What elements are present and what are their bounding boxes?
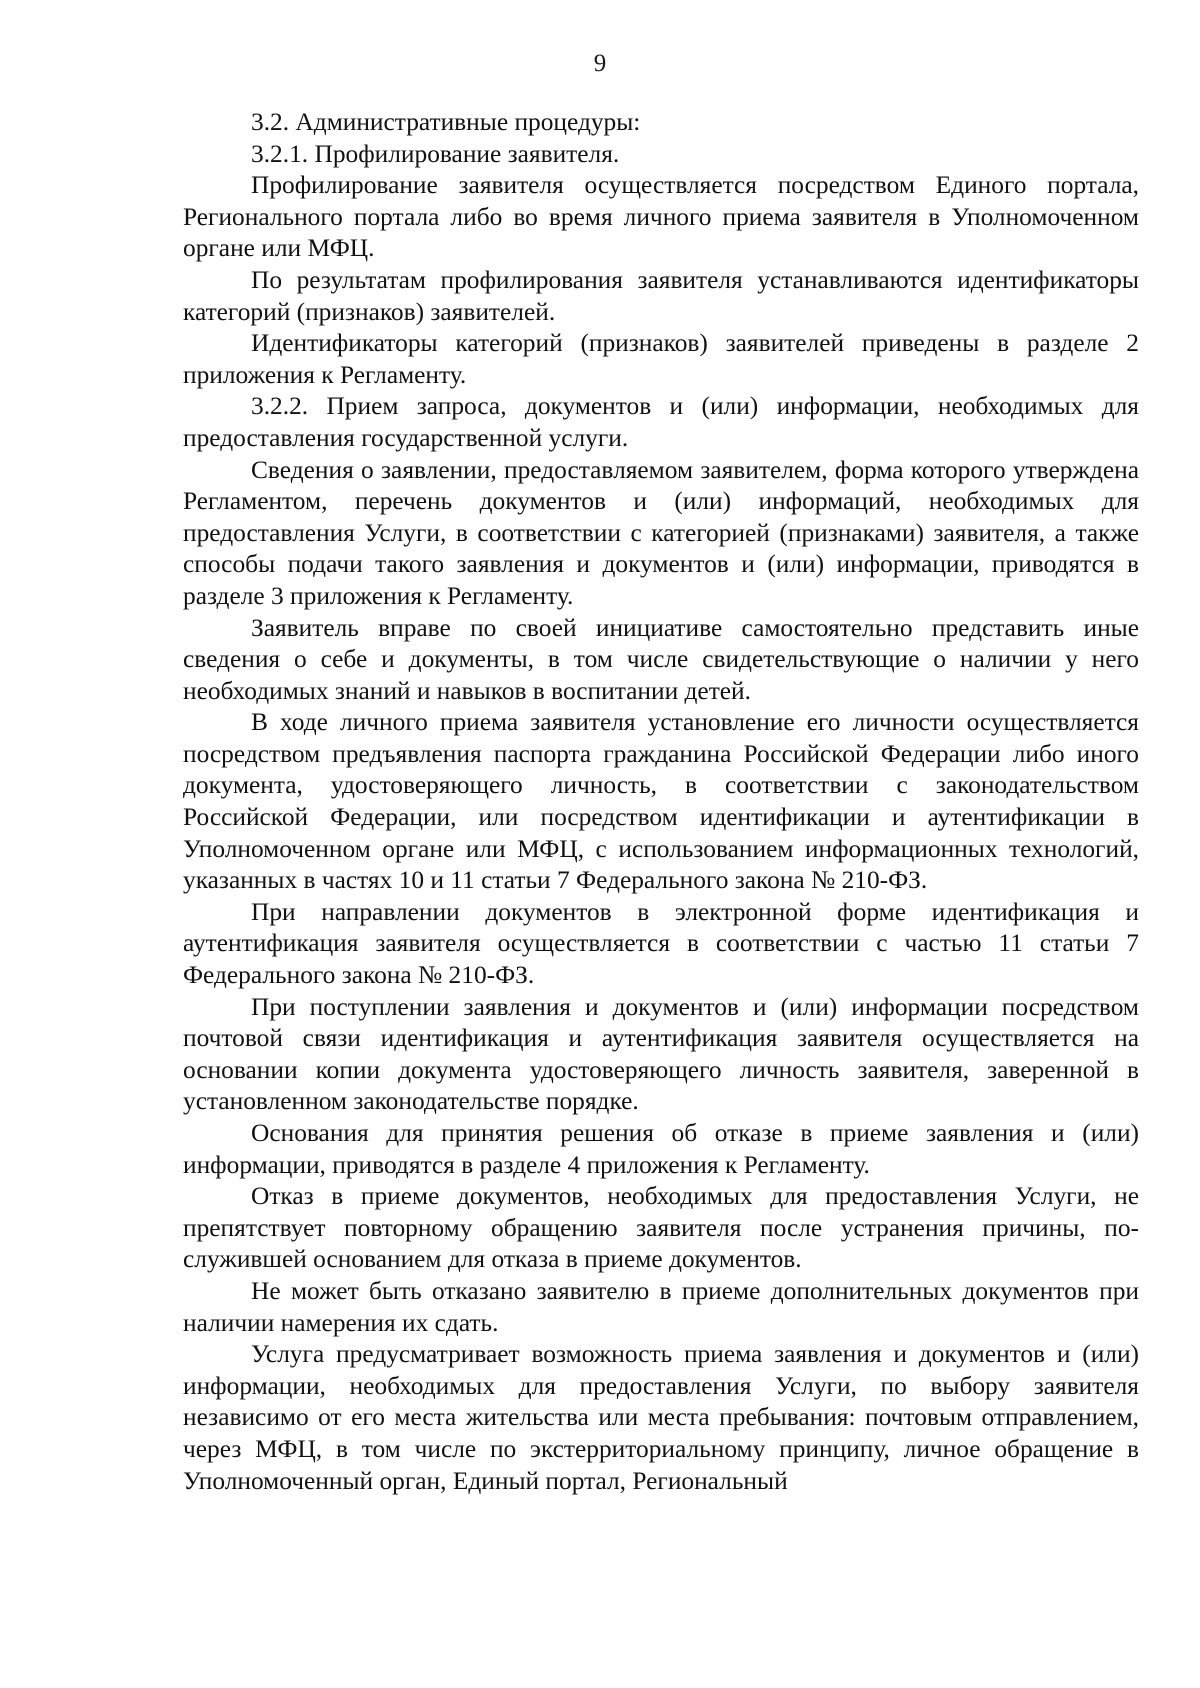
paragraph: Не может быть отказано заявителю в приеме дополнительных документов при наличии намерения их сдать. [183,1276,1139,1337]
paragraph: Идентификаторы категорий (признаков) заявителей приведены в разделе 2 приложения к Регламенту. [183,329,1139,389]
paragraph: Услуга предусматривает возможность приема заявления и документов и (или) информации, необходимых для предоставления Услуги, по выбору заявителя независимо от его места жительства или места пребывания: почтовым отправлением, через МФЦ, в том числе по экстерриториальному принципу, личное обращение в Уполномоченный орган, Единый портал, Региональный [183,1340,1139,1495]
document-body [183,107,1139,1497]
paragraph: При поступлении заявления и документов и (или) информации посредством почтовой связи идентификация и аутентификация заявителя осуществляется на основании копии документа удостоверяющего личность заявителя, заверенной в установленном законодательстве порядке. [183,992,1139,1116]
paragraph: По результатам профилирования заявителя устанавливаются идентификаторы категорий (признаков) заявителей. [183,265,1139,326]
paragraph: Заявитель вправе по своей инициативе самостоятельно представить иные сведения о себе и документы, в том числе свидетельствующие о наличии у него необходимых знаний и навыков в воспитании детей. [183,613,1139,705]
paragraph: Отказ в приеме документов, необходимых для предоставления Услуги, не препятствует повторному обращению заявителя после устранения причины, послужившей основанием для отказа в приеме документов. [183,1182,1139,1274]
page-number: 9 [593,50,607,77]
paragraph: В ходе личного приема заявителя установление его личности осуществляется посредством предъявления паспорта гражданина Российской Федерации либо иного документа, удостоверяющего личность, в соответствии с законодательством Российской Федерации, или посредством идентификации и аутентификации в Уполномоченном органе или МФЦ, с использованием информационных технологий, указанных в частях 10 и 11 статьи 7 Федерального закона № 210-ФЗ. [183,708,1139,895]
paragraph: Профилирование заявителя осуществляется посредством Единого портала, Регионального портала либо во время личного приема заявителя в Уполномоченном органе или МФЦ. [183,171,1139,263]
paragraph-heading-3-2-1: 3.2.1. Профилирование заявителя. [251,139,620,168]
paragraph: При направлении документов в электронной форме идентификация и аутентификация заявителя осуществляется в соответствии с частью 11 статьи 7 Федерального закона № 210-ФЗ. [183,897,1139,990]
paragraph-heading-3-2: 3.2. Административные процедуры: [251,108,641,136]
paragraph: Сведения о заявлении, предоставляемом заявителем, форма которого утверждена Регламентом, перечень документов и (или) информаций, необходимых для предоставления Услуги, в соответствии с категорией (признаками) заявителя, а также способы подачи такого заявления и документов и (или) информации, приводятся в разделе 3 приложения к Регламенту. [183,455,1139,610]
paragraph-heading-3-2-2: 3.2.2. Прием запроса, документов и (или) информации, необходимых для предоставления государственной услуги. [183,392,1139,452]
paragraph: Основания для принятия решения об отказе в приеме заявления и (или) информации, приводятся в разделе 4 приложения к Регламенту. [183,1119,1139,1179]
